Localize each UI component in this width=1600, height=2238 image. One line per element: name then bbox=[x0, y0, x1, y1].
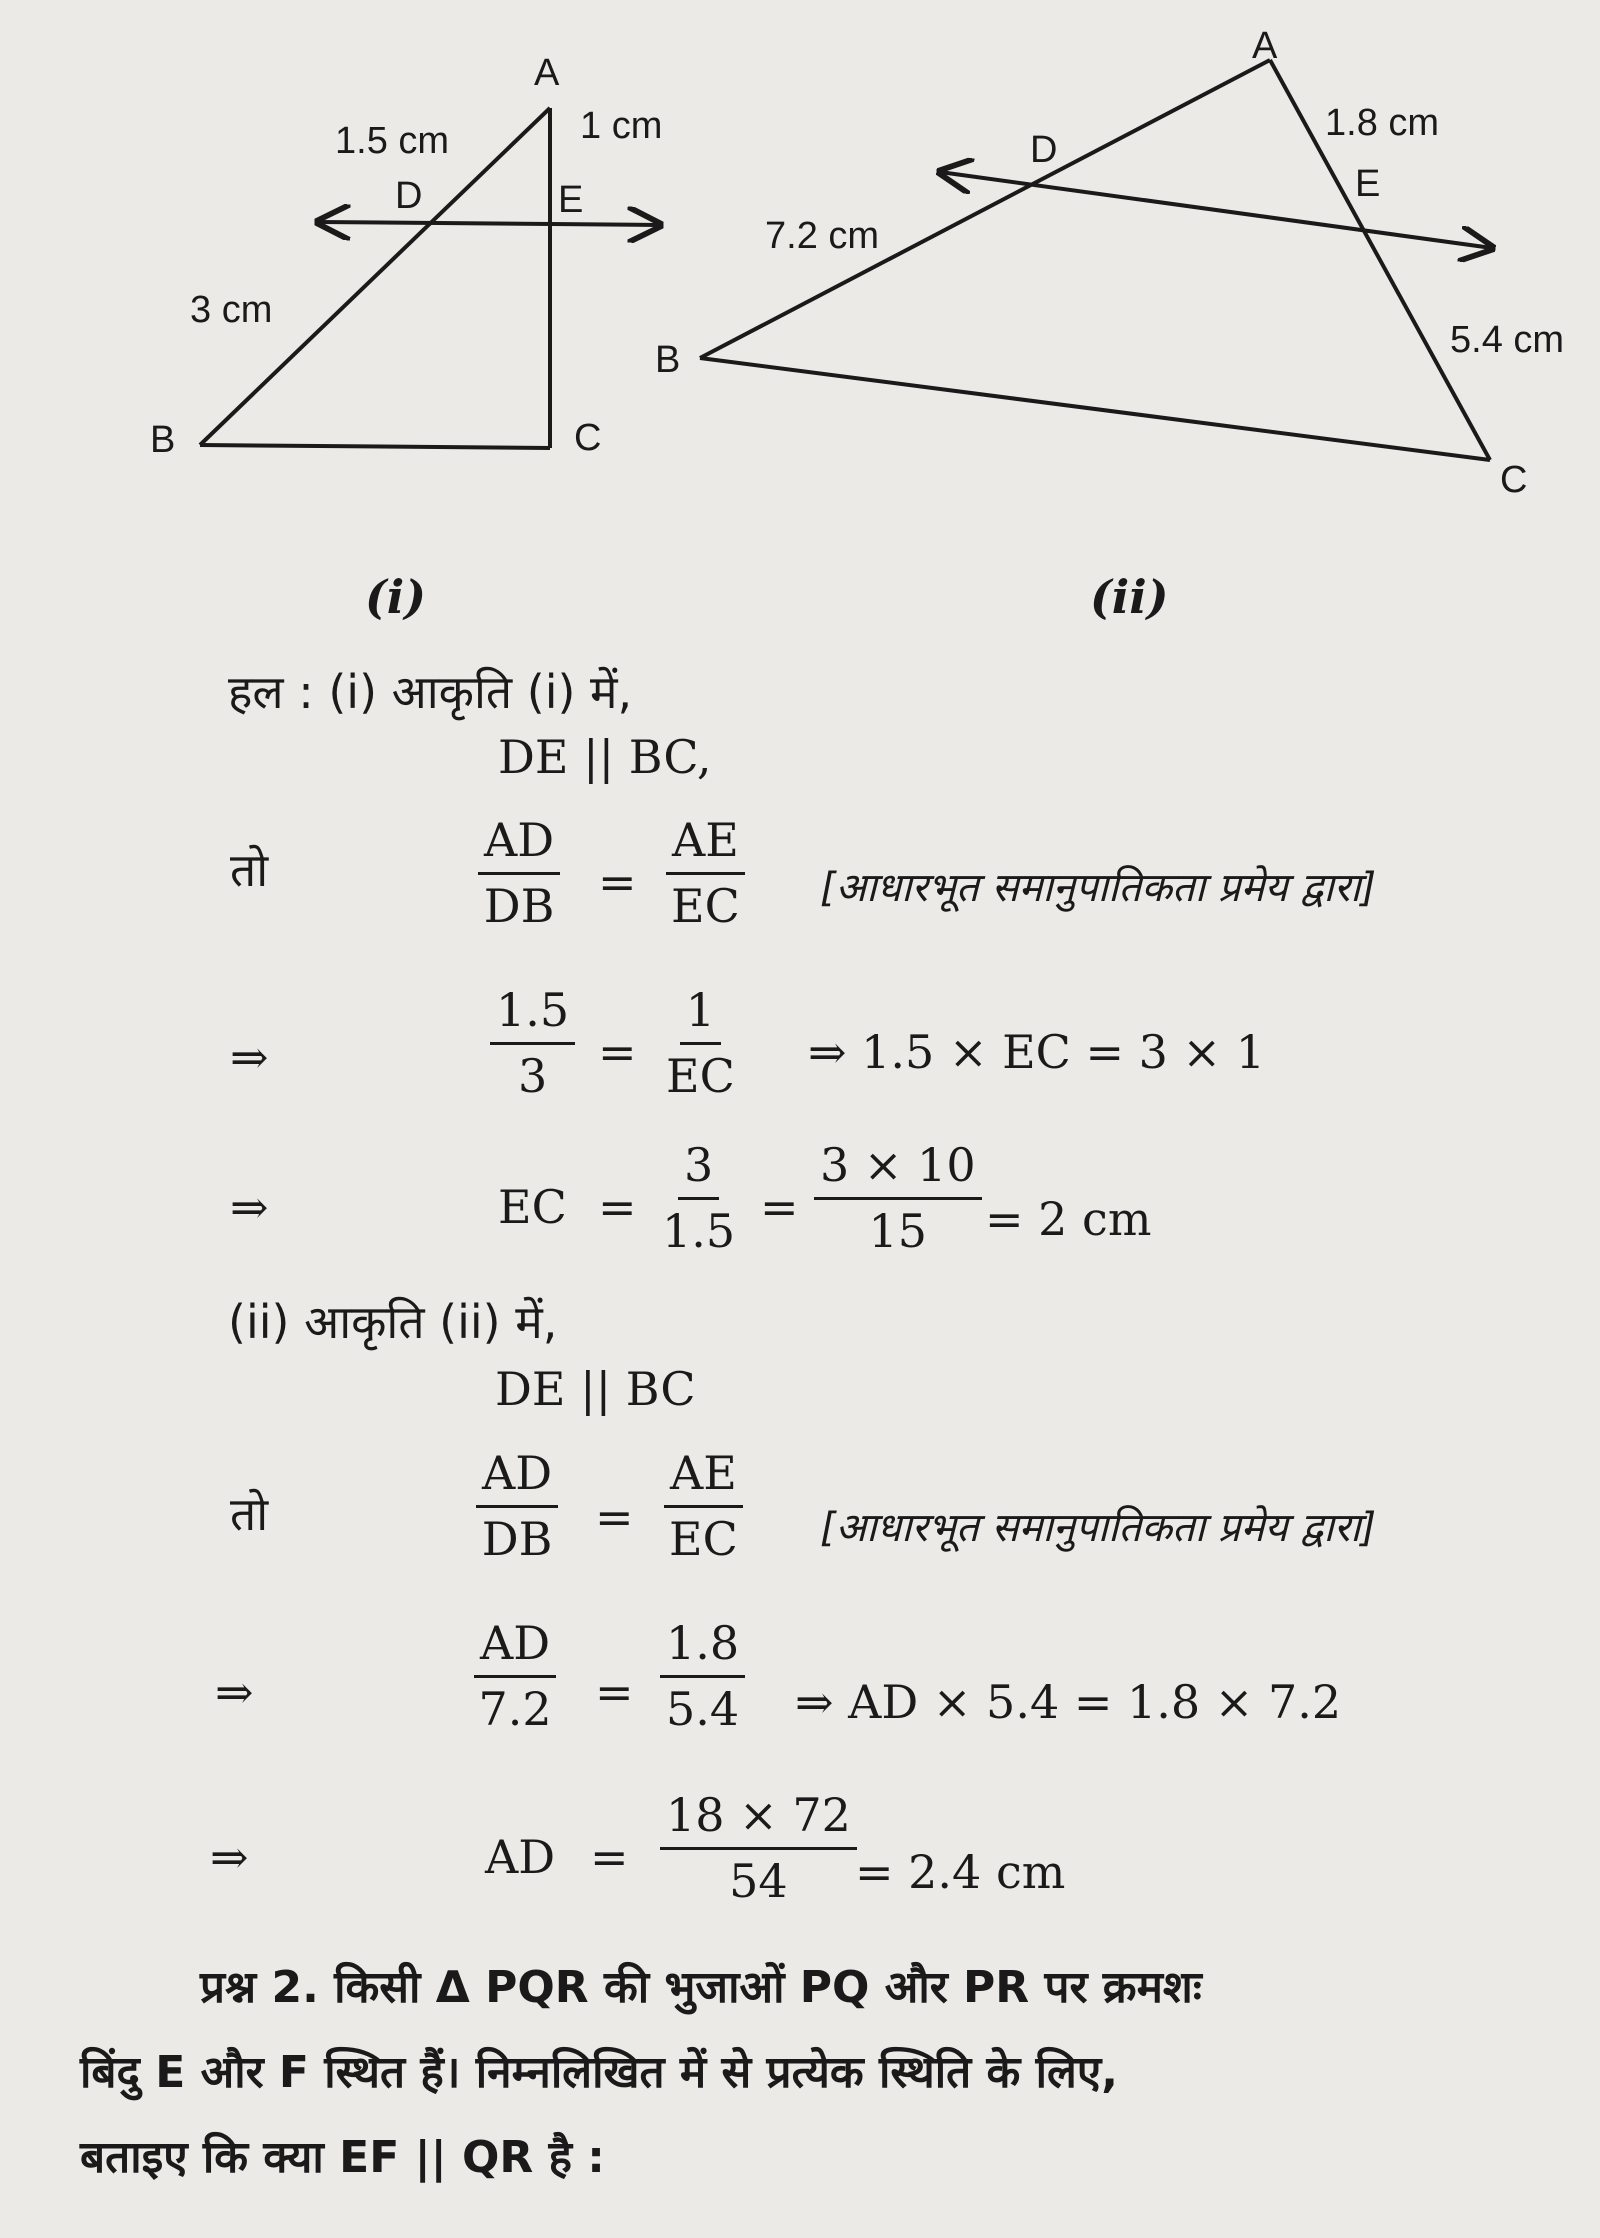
line-de bbox=[318, 222, 660, 225]
fraction-ae-ec-i bbox=[666, 815, 745, 931]
length-db-label: 3 cm bbox=[190, 289, 273, 331]
numerator: AD bbox=[476, 1448, 558, 1508]
length-db-label: 7.2 cm bbox=[765, 215, 880, 257]
point-c-label: C bbox=[574, 417, 602, 459]
question-2-line-3: बताइए कि क्या EF || QR है : bbox=[80, 2132, 605, 2183]
implies-arrow: ⇒ bbox=[215, 1665, 254, 1719]
denominator: 54 bbox=[729, 1853, 788, 1908]
denominator: EC bbox=[671, 878, 740, 933]
length-ae-label: 1.8 cm bbox=[1325, 102, 1440, 144]
point-a-label: A bbox=[1252, 25, 1278, 67]
length-ec-label: 5.4 cm bbox=[1450, 319, 1565, 361]
denominator: 15 bbox=[868, 1203, 928, 1258]
equals-sign: = bbox=[598, 855, 637, 909]
fraction-ad-db-i bbox=[478, 815, 560, 931]
point-e-label: E bbox=[1355, 163, 1381, 205]
figure-i-caption: (i) bbox=[365, 570, 427, 624]
fraction-ae-ec-ii bbox=[664, 1448, 743, 1564]
point-e-label: E bbox=[558, 179, 584, 221]
parallel-statement-i: DE || BC, bbox=[498, 730, 712, 784]
cross-multiply-ii: ⇒ AD × 5.4 = 1.8 × 7.2 bbox=[795, 1675, 1342, 1729]
theorem-reason-ii: [आधारभूत समानुपातिकता प्रमेय द्वारा] bbox=[820, 1505, 1377, 1551]
denominator: 7.2 bbox=[478, 1681, 552, 1736]
theorem-reason-i: [आधारभूत समानुपातिकता प्रमेय द्वारा] bbox=[820, 865, 1377, 911]
equals-sign: = bbox=[760, 1180, 799, 1234]
part-ii-heading: (ii) आकृति (ii) में, bbox=[228, 1295, 558, 1349]
ad-label: AD bbox=[485, 1830, 556, 1884]
fraction-30-15 bbox=[814, 1140, 982, 1256]
implies-arrow: ⇒ bbox=[230, 1180, 269, 1234]
numerator: 1 bbox=[680, 985, 721, 1045]
equals-sign: = bbox=[598, 1025, 637, 1079]
numerator: 3 × 10 bbox=[814, 1140, 982, 1200]
denominator: DB bbox=[481, 1511, 553, 1566]
denominator: 1.5 bbox=[662, 1203, 736, 1258]
fraction-1p5-3 bbox=[490, 985, 575, 1101]
equals-sign: = bbox=[598, 1180, 637, 1234]
numerator: 1.8 bbox=[660, 1618, 745, 1678]
figure-i-labels bbox=[150, 52, 662, 461]
fraction-1-ec bbox=[666, 985, 735, 1101]
point-d-label: D bbox=[395, 175, 423, 217]
triangle-figures bbox=[0, 0, 1600, 560]
ec-label: EC bbox=[498, 1180, 567, 1234]
result-ec: = 2 cm bbox=[985, 1192, 1152, 1246]
implies-arrow: ⇒ bbox=[230, 1030, 269, 1084]
point-d-label: D bbox=[1030, 129, 1058, 171]
equals-sign: = bbox=[595, 1665, 634, 1719]
point-c-label: C bbox=[1500, 459, 1528, 501]
numerator: AE bbox=[666, 815, 745, 875]
numerator: 1.5 bbox=[490, 985, 575, 1045]
question-2-line-2: बिंदु E और F स्थित हैं। निम्नलिखित में से प्रत्येक स्थिति के लिए, bbox=[80, 2047, 1118, 2098]
cross-multiply-i: ⇒ 1.5 × EC = 3 × 1 bbox=[808, 1025, 1265, 1079]
line-de bbox=[940, 172, 1492, 248]
point-b-label: B bbox=[150, 419, 176, 461]
therefore-word-ii: तो bbox=[230, 1487, 269, 1541]
equals-sign: = bbox=[590, 1830, 629, 1884]
figure-ii-caption: (ii) bbox=[1090, 570, 1169, 624]
denominator: DB bbox=[483, 878, 555, 933]
side-bc bbox=[200, 445, 550, 448]
length-ad-label: 1.5 cm bbox=[335, 120, 450, 162]
denominator: 5.4 bbox=[666, 1681, 740, 1736]
denominator: EC bbox=[669, 1511, 738, 1566]
fraction-3-1p5 bbox=[662, 1140, 735, 1256]
numerator: AD bbox=[474, 1618, 556, 1678]
fraction-final bbox=[660, 1790, 857, 1906]
side-bc bbox=[700, 358, 1490, 460]
solution-heading: हल : (i) आकृति (i) में, bbox=[228, 665, 633, 719]
fraction-ad-db-ii bbox=[476, 1448, 558, 1564]
numerator: 18 × 72 bbox=[660, 1790, 857, 1850]
result-ad: = 2.4 cm bbox=[855, 1845, 1066, 1899]
numerator: 3 bbox=[678, 1140, 719, 1200]
numerator: AE bbox=[664, 1448, 743, 1508]
equals-sign: = bbox=[595, 1490, 634, 1544]
implies-arrow: ⇒ bbox=[210, 1830, 249, 1884]
parallel-statement-ii: DE || BC bbox=[495, 1362, 696, 1416]
fraction-ad-7p2 bbox=[474, 1618, 556, 1734]
figure-ii-labels bbox=[655, 25, 1564, 501]
side-ab bbox=[700, 60, 1270, 358]
point-b-label: B bbox=[655, 339, 681, 381]
therefore-word-i: तो bbox=[230, 843, 269, 897]
numerator: AD bbox=[478, 815, 560, 875]
length-ae-label: 1 cm bbox=[580, 105, 663, 147]
question-2-line-1: प्रश्न 2. किसी Δ PQR की भुजाओं PQ और PR पर क्रमशः bbox=[200, 1962, 1202, 2013]
point-a-label: A bbox=[534, 52, 560, 94]
denominator: 3 bbox=[517, 1048, 548, 1103]
fraction-1p8-5p4 bbox=[660, 1618, 745, 1734]
denominator: EC bbox=[666, 1048, 735, 1103]
